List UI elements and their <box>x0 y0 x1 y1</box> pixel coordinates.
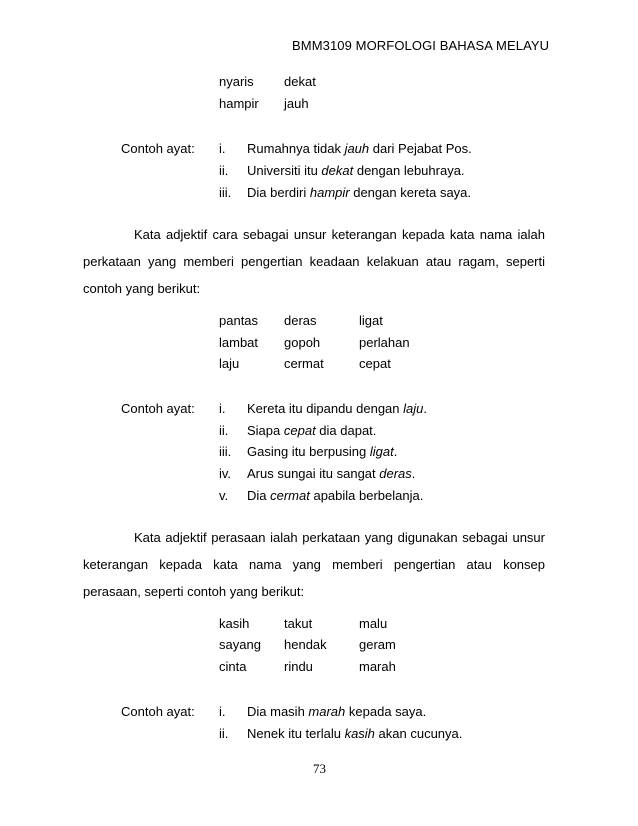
word-cell: sayang <box>219 637 261 652</box>
word-cell: perlahan <box>359 335 410 350</box>
example-number: i. <box>219 141 226 156</box>
word-cell: kasih <box>219 616 250 631</box>
example-number: ii. <box>219 726 229 741</box>
emphasized-word: cermat <box>270 488 310 503</box>
example-number: iii. <box>219 185 232 200</box>
word-cell: cermat <box>284 356 324 371</box>
word-cell: cepat <box>359 356 391 371</box>
example-number: iv. <box>219 466 232 481</box>
emphasized-word: laju <box>403 401 424 416</box>
word-cell: geram <box>359 637 396 652</box>
word-cell: takut <box>284 616 313 631</box>
emphasized-word: hampir <box>309 185 350 200</box>
word-cell: cinta <box>219 659 247 674</box>
word-cell: pantas <box>219 313 259 328</box>
emphasized-word: ligat <box>369 444 394 459</box>
example-sentence: Universiti itu dekat dengan lebuhraya. <box>247 163 465 178</box>
word-cell: dekat <box>284 74 316 89</box>
example-number: iii. <box>219 444 232 459</box>
word-cell: malu <box>359 616 388 631</box>
emphasized-word: kasih <box>344 726 375 741</box>
example-number: ii. <box>219 423 229 438</box>
word-cell: hampir <box>219 96 259 111</box>
example-label: Contoh ayat: <box>121 141 195 156</box>
example-number: v. <box>219 488 229 503</box>
example-number: ii. <box>219 163 229 178</box>
paragraph-adjektif-perasaan: Kata adjektif perasaan ialah perkataan yang digunakan sebagai unsur keterangan kepada kata nama yang memberi pengertian atau konsep perasaan, seperti contoh yang berikut: <box>83 530 545 599</box>
example-sentence: Siapa cepat dia dapat. <box>247 423 377 438</box>
example-sentence: Kereta itu dipandu dengan laju. <box>247 401 428 416</box>
emphasized-word: jauh <box>344 141 370 156</box>
word-cell: gopoh <box>284 335 321 350</box>
word-cell: deras <box>284 313 317 328</box>
example-number: i. <box>219 704 226 719</box>
emphasized-word: marah <box>308 704 346 719</box>
example-sentence: Gasing itu berpusing ligat. <box>247 444 398 459</box>
example-sentence: Nenek itu terlalu kasih akan cucunya. <box>247 726 463 741</box>
word-cell: laju <box>219 356 240 371</box>
example-number: i. <box>219 401 226 416</box>
word-cell: ligat <box>359 313 383 328</box>
word-cell: lambat <box>219 335 259 350</box>
example-sentence: Rumahnya tidak jauh dari Pejabat Pos. <box>247 141 472 156</box>
example-label: Contoh ayat: <box>121 704 195 719</box>
word-cell: hendak <box>284 637 327 652</box>
emphasized-word: cepat <box>283 423 316 438</box>
paragraph-adjektif-cara: Kata adjektif cara sebagai unsur keterangan kepada kata nama ialah perkataan yang memberi pengertian keadaan kelakuan atau ragam, seperti contoh yang berikut: <box>83 227 545 296</box>
example-sentence: Dia cermat apabila berbelanja. <box>247 488 424 503</box>
word-cell: jauh <box>284 96 309 111</box>
word-cell: rindu <box>284 659 313 674</box>
example-sentence: Dia masih marah kepada saya. <box>247 704 427 719</box>
page-number: 73 <box>313 761 326 776</box>
running-header: BMM3109 MORFOLOGI BAHASA MELAYU <box>292 38 550 53</box>
example-label: Contoh ayat: <box>121 401 195 416</box>
word-cell: nyaris <box>219 74 254 89</box>
example-sentence: Arus sungai itu sangat deras. <box>247 466 416 481</box>
example-sentence: Dia berdiri hampir dengan kereta saya. <box>247 185 472 200</box>
word-cell: marah <box>359 659 396 674</box>
emphasized-word: deras <box>379 466 412 481</box>
emphasized-word: dekat <box>321 163 354 178</box>
